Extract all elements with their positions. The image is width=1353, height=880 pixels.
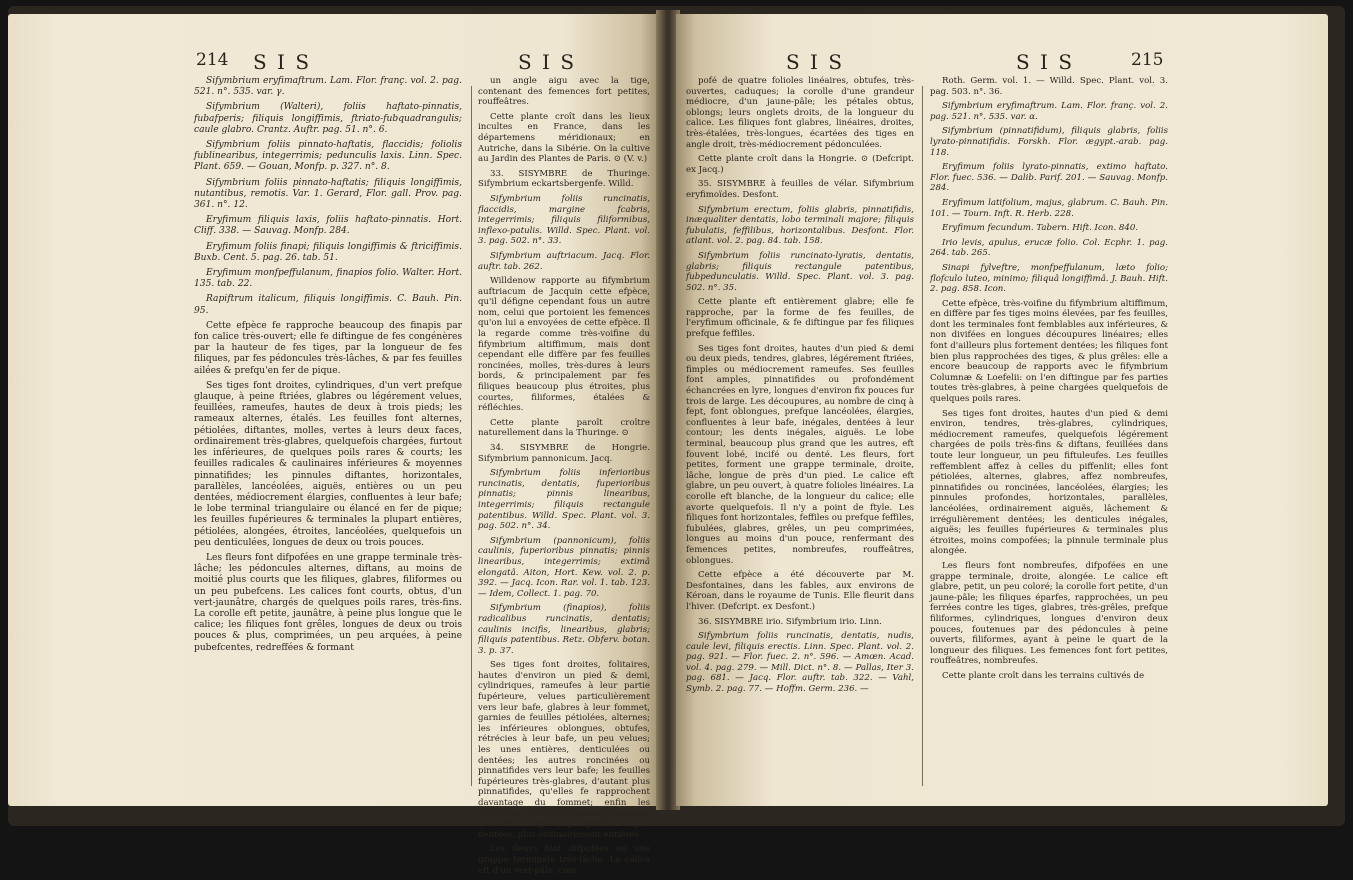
paragraph: Les fleurs font difpofées en une grappe terminale très-lâche; les pédoncules alternes, diftans, au moins de moitié plus courts que les filiques, glabres, filiformes ou un peu pubefcens. Les calices font courts, obtus, d'un vert-jaunâtre, chargés de quelques poils rares, très-fins. La corolle eft petite, jaunâtre, à peine plus longue que le calice; les filiques font grêles, longues de deux ou trois pouces & plus, comprimées, un peu arquées, à peine pubefcentes, redreffées & formant xyxy=(194,552,462,653)
running-head-title: S I S xyxy=(518,50,577,74)
right-page xyxy=(676,14,1328,806)
paragraph: Eryfimum foliis lyrato-pinnatis, extimo haftato. Flor. fuec. 536. — Dalib. Parif. 201. — Sauvag. Monfp. 284. xyxy=(930,162,1168,194)
paragraph: 35. SISYMBRE à feuilles de vélar. Sifymbrium eryfimoïdes. Desfont. xyxy=(686,179,914,200)
paragraph: Roth. Germ. vol. 1. — Willd. Spec. Plant. vol. 3. pag. 503. n°. 36. xyxy=(930,76,1168,97)
paragraph: Cette plante eft entièrement glabre; elle fe rapproche, par la forme de fes feuilles, de l'eryfimum officinale, & fe diftingue par fes filiques prefque feffiles. xyxy=(686,297,914,340)
running-head-title: S I S xyxy=(786,50,845,74)
paragraph: Ses tiges font droites, hautes d'un pied & demi ou deux pieds, tendres, glabres, légérement ftriées, fimples ou médiocrement rameufes. Ses feuilles font amples, pinnatifides ou profondément échancrées en lyre, longues d'environ fix pouces fur trois de large. Les découpures, au nombre de cinq à fept, font oblongues, prefque lancéolées, élargies, confluentes à leur bafe, inégales, dentées à leur contour; les dents inégales, aiguës. Le lobe terminal, beaucoup plus grand que les autres, eft fouvent lobé, incifé ou denté. Les fleurs, fort petites, forment une grappe terminale, droite, lâche, longue de près d'un pied. Le calice eft glabre, un peu ouvert, à quatre folioles linéaires. La corolle eft blanche, de la longueur du calice; elle avorte quelquefois. Il n'y a point de ftyle. Les filiques font horizontales, feffiles ou prefque feffiles, fubulées, glabres, grêles, un peu comprimées, longues au moins d'un pouce, renfermant des femences petites, nombreufes, rouffeâtres, oblongues. xyxy=(686,343,915,566)
column-divider xyxy=(922,86,923,786)
paragraph: Sifymbrium (Walteri), foliis haftato-pinnatis, fubafperis; filiquis longiffimis, ftriato-fubquadrangulis; caule glabro. Crantz. Auftr. pag. 51. n°. 6. xyxy=(194,102,462,135)
paragraph: pofé de quatre folioles linéaires, obtufes, très-ouvertes, caduques; la corolle d'une grandeur médiocre, d'un jaune-pâle; les pétales obtus, oblongs; leurs onglets droits, de la longueur du calice. Les filiques font glabres, linéaires, droites, très-étalées, très-longues, écartées des tiges en angle droit, très-médiocrement pédonculées. xyxy=(686,76,914,150)
paragraph: Ses tiges font droites, folitaires, hautes d'environ un pied & demi, cylindriques, rameufes à leur partie fupérieure, velues particulièrement vers leur bafe, glabres à leur fommet, garnies de feuilles pétiolées, alternes; les inférieures oblongues, obtufes, rétrécies à leur bafe, un peu velues; les unes entières, denticulées ou dentées; les autres roncinées ou pinnatifides vers leur bafe; les feuilles fupérieures très-glabres, d'autant plus pinnatifides, qu'elles fe rapprochent davantage du fommet; enfin les dernières ailées; les pinnules linéaires-lancéolées, aiguës, quelquefois un peu dentées, plus ordinairement entières. xyxy=(478,660,650,840)
paragraph: un angle aigu avec la tige, contenant des femences fort petites, rouffeâtres. xyxy=(478,76,650,108)
column-divider xyxy=(471,86,472,786)
paragraph: Cette efpèce a été découverte par M. Desfontaines, dans les fables, aux environs de Kéroan, dans le royaume de Tunis. Elle fleurit dans l'hiver. (Defcript. ex Desfont.) xyxy=(686,570,914,612)
paragraph: Sifymbrium auftriacum. Jacq. Flor. auftr. tab. 262. xyxy=(478,250,650,272)
paragraph: Sifymbrium foliis runcinatis, dentatis, nudis, caule levi, filiquis erectis. Linn. Spec. Plant. vol. 2. pag. 921. — Flor. fuec. 2. n°. 596. — Amœn. Acad. vol. 4. pag. 279. — Mill. Dict. n°. 8. — Pallas, Iter 3. pag. 681. — Jacq. Flor. auftr. tab. 322. — Vahl, Symb. 2. pag. 77. — Hoffm. Germ. 236. — xyxy=(686,631,914,695)
paragraph: Sinapi fylveftre, monfpeffulanum, læto folio; flofculo luteo, minimo; filiquâ longiffimâ. J. Bauh. Hift. 2. pag. 858. Icon. xyxy=(930,262,1168,295)
paragraph: Willdenow rapporte au fifymbrium auftriacum de Jacquin cette efpèce, qu'il défigne cependant fous un autre nom, celui que portoient les femences qu'on lui a envoyées de cette efpèce. Il la regarde comme très-voifine du fifymbrium altiffimum, mais dont cependant elle diffère par fes feuilles roncinées, molles, très-dures à leurs bords, & principalement par fes filiques beaucoup plus étroites, plus courtes, filiformes, étalées & réfléchies. xyxy=(478,276,650,414)
paragraph: Sifymbrium (pannonicum), foliis caulinis, fuperioribus pinnatis; pinnis linearibus, integerrimis; extimâ elongatâ. Aiton, Hort. Kew. vol. 2. p. 392. — Jacq. Icon. Rar. vol. 1. tab. 123. — Idem, Collect. 1. pag. 70. xyxy=(478,535,650,599)
paragraph: Sifymbrium erectum, foliis glabris, pinnatifidis, inæqualiter dentatis, lobo terminali majore; filiquis fubulatis, feffilibus, horizontalibus. Desfont. Flor. atlant. vol. 2. pag. 84. tab. 158. xyxy=(686,204,914,247)
paragraph: Cette efpèce, très-voifine du fifymbrium altiffimum, en diffère par fes tiges moins élevées, par fes feuilles, dont les terminales font femblables aux inférieures, & non divifées en longues découpures linéaires; elles font d'ailleurs plus fortement dentées; les filiques font bien plus rapprochées des tiges, & plus grêles: elle a encore beaucoup de rapports avec le fifymbrium Columnæ & Loefelii: on l'en diftingue par fes parties toutes très-glabres, à peine chargées quelquefois de quelques poils rares. xyxy=(930,298,1168,405)
paragraph: Eryfimum foliis finapi; filiquis longiffimis & ftriciffimis. Buxb. Cent. 5. pag. 26. tab. 51. xyxy=(194,241,462,263)
paragraph: Sifymbrium eryfimaftrum. Lam. Flor. franç. vol. 2. pag. 521. n°. 535. var. γ. xyxy=(194,76,462,98)
paragraph: Sifymbrium foliis runcinatis, flaccidis, margine fcabris, integerrimis; filiquis filiformibus, inflexo-patulis. Willd. Spec. Plant. vol. 3. pag. 502. n°. 33. xyxy=(478,193,650,247)
paragraph: Sifymbrium (finapios), foliis radicalibus runcinatis, dentatis; caulinis incifis, linearibus, glabris; filiquis patentibus. Retz. Obferv. botan. 3. p. 37. xyxy=(478,603,650,656)
paragraph: Eryfimum monfpeffulanum, finapios folio. Walter. Hort. 135. tab. 22. xyxy=(194,268,462,290)
paragraph: Sifymbrium foliis inferioribus runcinatis, dentatis, fuperioribus pinnatis; pinnis linearibus, integerrimis; filiquis rectangule patentibus. Willd. Spec. Plant. vol. 3. pag. 502. n°. 34. xyxy=(478,468,650,532)
running-head-title: S I S xyxy=(1016,50,1075,74)
paragraph: Les fleurs font nombreufes, difpofées en une grappe terminale, droite, alongée. Le calice eft glabre, petit, un peu coloré; la corolle fort petite, d'un jaune-pâle; les filiques éparfes, rapprochées, un peu ferrées contre les tiges, glabres, très-grêles, prefque filiformes, cylindriques, longues d'environ deux pouces, foutenues par des pédoncules à peine ouverts, filiformes, ayant à peine le quart de la longueur des filiques. Les femences font fort petites, rouffeâtres, nombreufes. xyxy=(930,560,1168,667)
paragraph: Eryfimum filiquis laxis, foliis haftato-pinnatis. Hort. Cliff. 338. — Sauvag. Monfp. 284. xyxy=(194,215,462,237)
paragraph: Sifymbrium foliis pinnato-haftatis, flaccidis; foliolis fublinearibus, integerrimis; pedunculis laxis. Linn. Spec. Plant. 659. — Gouan, Monfp. p. 327. n°. 8. xyxy=(194,140,462,173)
paragraph: Cette plante croît dans les terrains cultivés de xyxy=(942,670,1145,681)
running-head-title: S I S xyxy=(253,50,312,74)
paragraph: Cette plante croît dans les lieux incultes en France, dans les départemens méridionaux; en Autriche, dans la Sibérie. On la cultive au Jardin des Plantes de Paris. ⊙ (V. v.) xyxy=(478,111,650,165)
paragraph: Sifymbrium eryfimaftrum. Lam. Flor. franç. vol. 2. pag. 521. n°. 535. var. α. xyxy=(930,101,1168,122)
left-page xyxy=(8,14,660,876)
paragraph: Sifymbrium (pinnatifidum), filiquis glabris, foliis lyrato-pinnatifidis. Forskh. Flor. ægypt.-arab. pag. 118. xyxy=(930,126,1168,158)
paragraph: Cette plante croît dans la Hongrie. ⊙ (Defcript. ex Jacq.) xyxy=(686,154,914,175)
page-number: 215 xyxy=(1131,50,1164,70)
page-number: 214 xyxy=(196,50,229,70)
left-column-2 xyxy=(478,76,650,880)
paragraph: Eryfimum fecundum. Tabern. Hift. Icon. 840. xyxy=(942,223,1139,234)
paragraph: 36. SISYMBRE irio. Sifymbrium irio. Linn. xyxy=(698,616,882,627)
paragraph: Ses tiges font droites, cylindriques, d'un vert prefque glauque, à peine ftriées, glabres ou légérement velues, feuillées, rameufes, hautes de deux à trois pieds; les rameaux alternes, étalés. Les feuilles font alternes, pétiolées, diftantes, molles, vertes à leurs deux faces, ordinairement très-glabres, quelquefois chargées, furtout les inférieures, de quelques poils rares & courts; les feuilles radicales & caulinaires inférieures & moyennes pinnatifides; les pinnules diftantes, horizontales, parallèles, lancéolées, aiguës, entières ou un peu dentées, médiocrement élargies, confluentes à leur bafe; le lobe terminal triangulaire ou élancé en fer de pique; les feuilles fupérieures & terminales la plupart entières, pétiolées, alongées, étroites, lancéolées, quelquefois un peu denticulées, longues de deux ou trois pouces. xyxy=(194,380,462,548)
paragraph: Rapiftrum italicum, filiquis longiffimis. C. Bauh. Pin. 95. xyxy=(194,294,462,316)
paragraph: Sifymbrium foliis pinnato-haftatis; filiquis longiffimis, nutantibus, remotis. Var. 1. Gerard, Flor. gall. Prov. pag. 361. n°. 12. xyxy=(194,177,462,211)
paragraph: Eryfimum latifolium, majus, glabrum. C. Bauh. Pin. 101. — Tourn. Inft. R. Herb. 228. xyxy=(930,197,1168,219)
paragraph: Les fleurs font difpofées en une grappe terminale très-lâche. Le calice eft d'un vert-pâle, com- xyxy=(478,844,650,876)
right-column-2 xyxy=(930,76,1168,685)
right-column-1 xyxy=(686,76,914,699)
paragraph: 34. SISYMBRE de Hongrie. Sifymbrium pannonicum. Jacq. xyxy=(478,443,650,464)
paragraph: 33. SISYMBRE de Thuringe. Sifymbrium eckartsbergenfe. Willd. xyxy=(478,168,650,190)
paragraph: Cette plante paroît croître naturellement dans la Thuringe. ⊙ xyxy=(478,417,650,439)
left-column-1 xyxy=(194,76,462,658)
paragraph: Irio levis, apulus, erucæ folio. Col. Ecphr. 1. pag. 264. tab. 265. xyxy=(930,237,1168,259)
paragraph: Sifymbrium foliis runcinato-lyratis, dentatis, glabris; filiquis rectangule patentibus, fubpedunculatis. Willd. Spec. Plant. vol. 3. pag. 502. n°. 35. xyxy=(686,250,914,293)
paragraph: Ses tiges font droites, hautes d'un pied & demi environ, tendres, très-glabres, cylindriques, médiocrement rameufes, quelquefois légérement chargées de poils très-fins & diftans, feuillées dans toute leur longueur, un peu fiftuleufes. Les feuilles reffemblent affez à celles du piffenlit; elles font pétiolées, alternes, glabres, affez nombreufes, pinnatifides ou roncinées, lancéolées, élargies; les pinnules profondes, horizontales, parallèles, lancéolées, ordinairement aiguës, lâchement & irrégulièrement dentées; les denticules inégales, aiguës; les feuilles fupérieures & terminales plus étroites, moins compofées; la pinnule terminale plus alongée. xyxy=(930,408,1168,557)
paragraph: Cette efpèce fe rapproche beaucoup des finapis par fon calice très-ouvert; elle fe diftingue de fes congénères par la hauteur de fes tiges, par la longueur de fes filiques, par fes pédoncules très-lâches, & par fes feuilles ailées & prefqu'en fer de pique. xyxy=(194,320,462,376)
